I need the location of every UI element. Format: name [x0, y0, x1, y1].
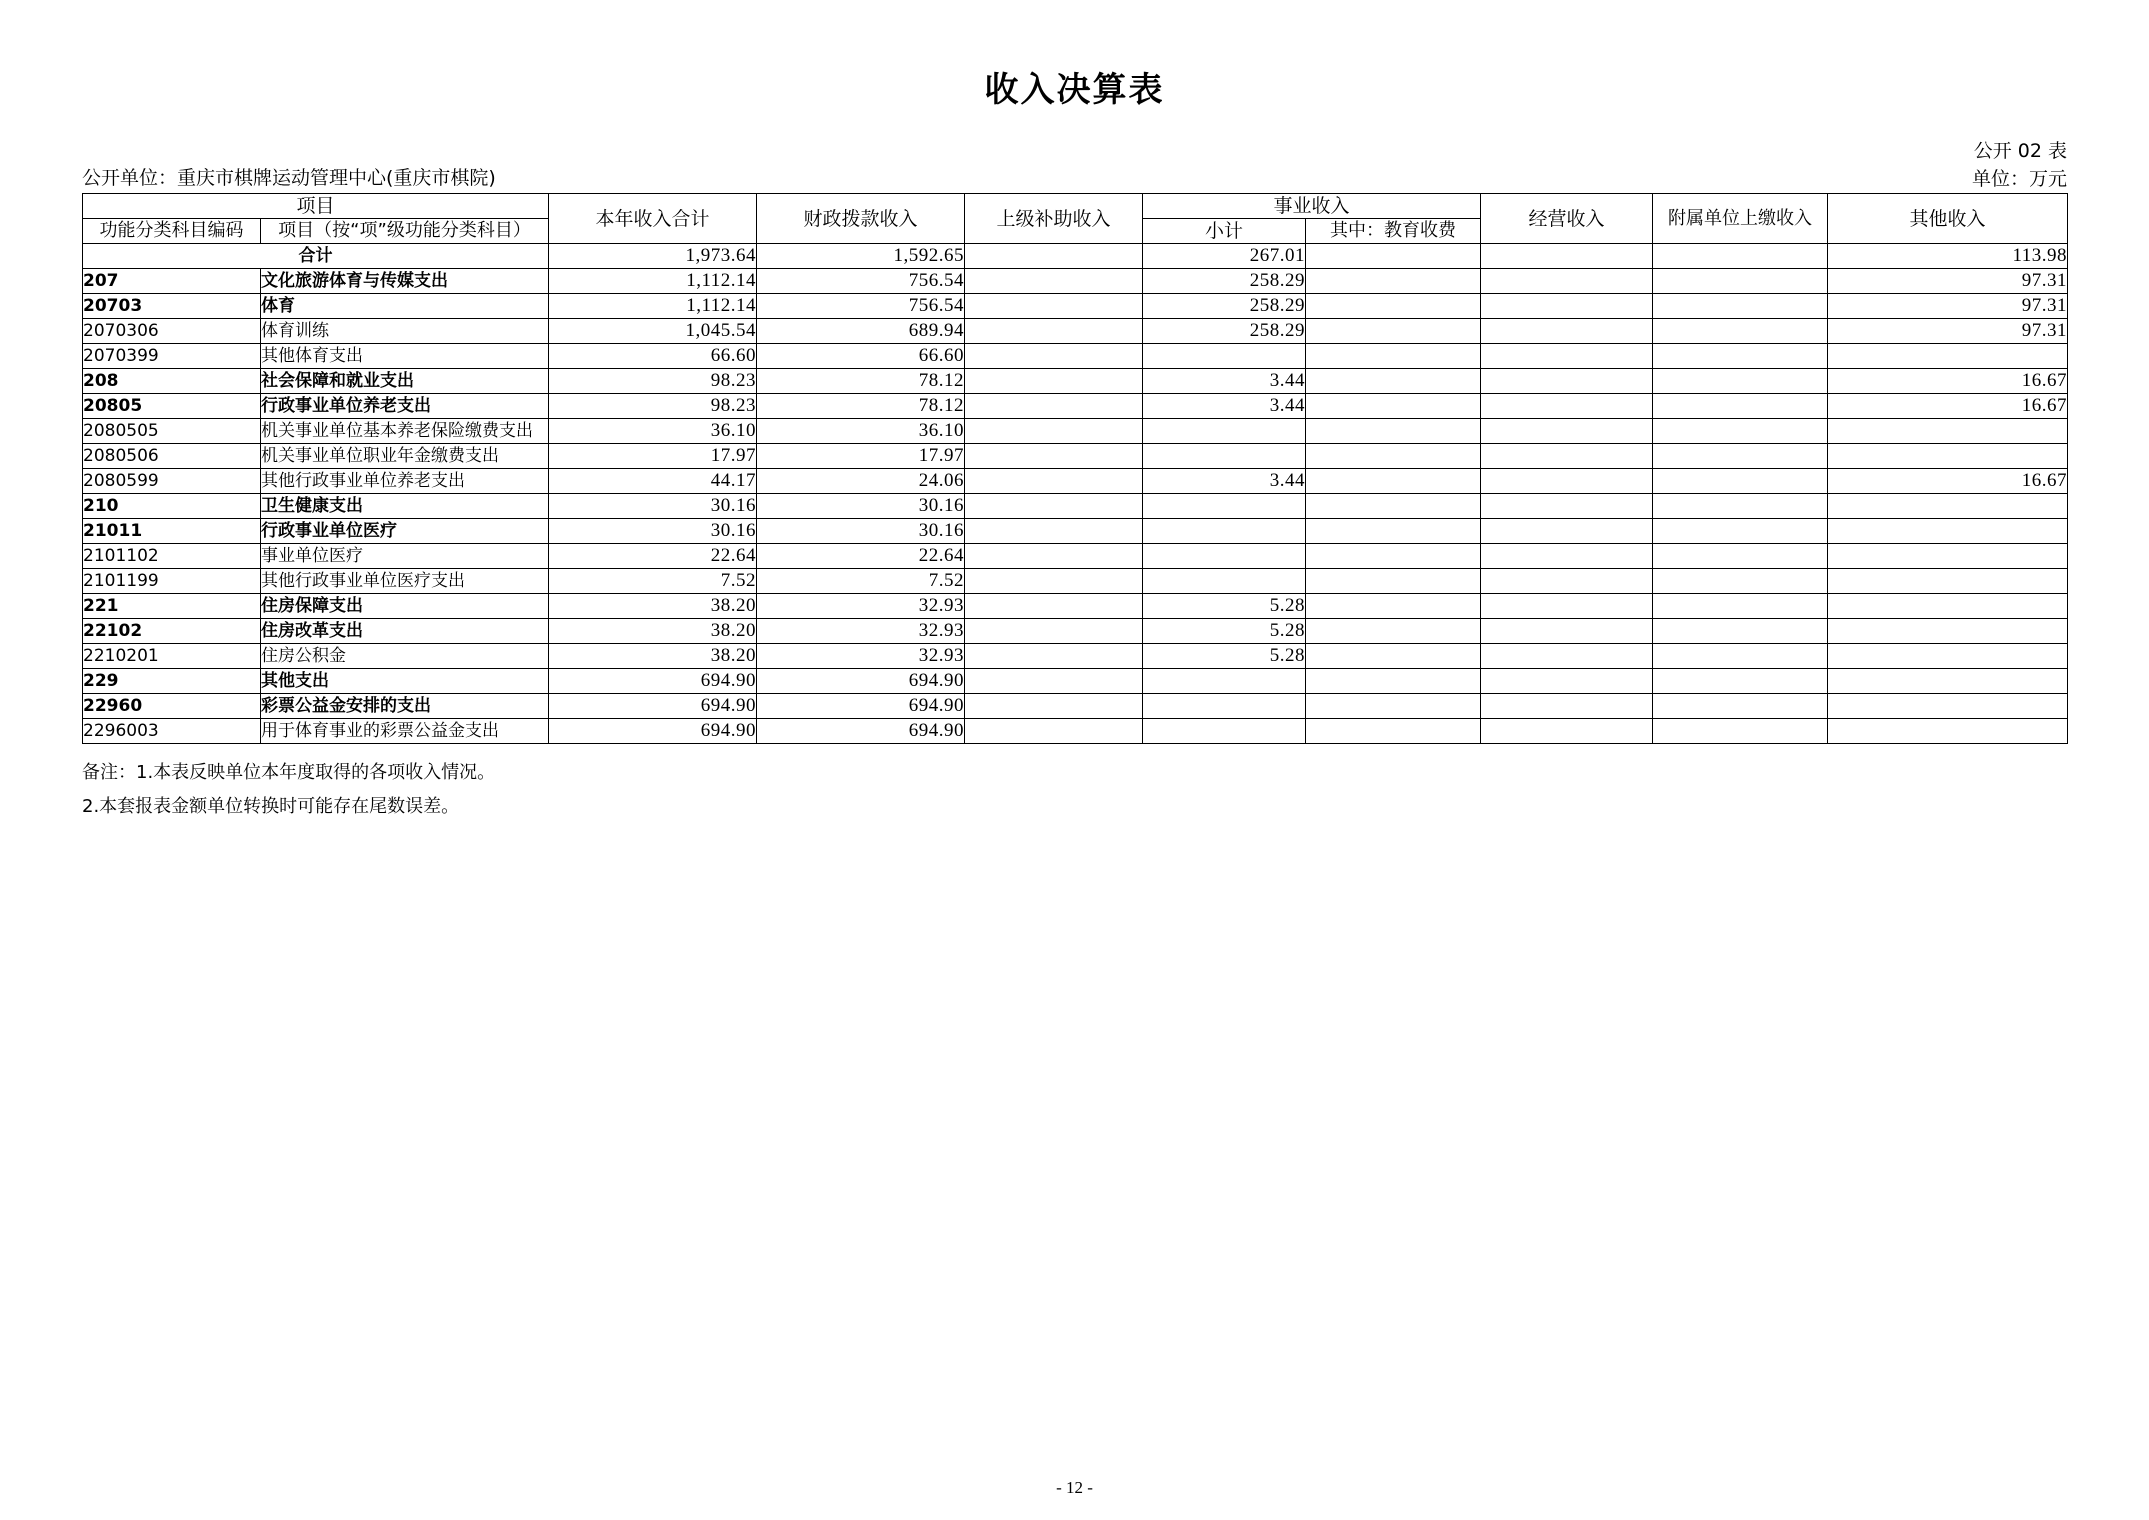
row-label: 机关事业单位基本养老保险缴费支出 — [261, 419, 549, 444]
row-fiscal-appropriation: 689.94 — [757, 319, 965, 344]
row-business-subtotal — [1143, 444, 1306, 469]
row-superior-subsidy — [965, 444, 1143, 469]
row-other-income: 113.98 — [1828, 244, 2068, 269]
row-business-education-fee — [1306, 644, 1481, 669]
row-business-education-fee — [1306, 294, 1481, 319]
row-operating-income — [1481, 394, 1653, 419]
row-fiscal-appropriation: 30.16 — [757, 494, 965, 519]
table-row — [83, 519, 2068, 544]
table-row — [83, 669, 2068, 694]
row-other-income — [1828, 669, 2068, 694]
row-function-code: 2080506 — [83, 444, 261, 469]
row-business-education-fee — [1306, 494, 1481, 519]
row-other-income: 97.31 — [1828, 319, 2068, 344]
row-business-subtotal — [1143, 569, 1306, 594]
row-label: 用于体育事业的彩票公益金支出 — [261, 719, 549, 744]
table-row — [83, 369, 2068, 394]
row-other-income — [1828, 344, 2068, 369]
row-year-total: 7.52 — [549, 569, 757, 594]
row-affiliated-unit-paid — [1653, 469, 1828, 494]
row-superior-subsidy — [965, 394, 1143, 419]
row-other-income — [1828, 644, 2068, 669]
row-superior-subsidy — [965, 469, 1143, 494]
table-row — [83, 444, 2068, 469]
row-label: 合计 — [83, 244, 549, 269]
row-superior-subsidy — [965, 619, 1143, 644]
row-superior-subsidy — [965, 569, 1143, 594]
row-other-income: 97.31 — [1828, 269, 2068, 294]
row-operating-income — [1481, 694, 1653, 719]
row-year-total: 98.23 — [549, 369, 757, 394]
header-other-income: 其他收入 — [1828, 194, 2068, 244]
row-superior-subsidy — [965, 544, 1143, 569]
row-label: 体育 — [261, 294, 549, 319]
row-affiliated-unit-paid — [1653, 544, 1828, 569]
table-row — [83, 619, 2068, 644]
row-business-subtotal — [1143, 519, 1306, 544]
row-function-code: 221 — [83, 594, 261, 619]
row-business-education-fee — [1306, 394, 1481, 419]
row-operating-income — [1481, 619, 1653, 644]
row-business-subtotal: 5.28 — [1143, 619, 1306, 644]
row-year-total: 694.90 — [549, 719, 757, 744]
row-function-code: 2101199 — [83, 569, 261, 594]
row-year-total: 66.60 — [549, 344, 757, 369]
header-business-subtotal: 小计 — [1143, 219, 1306, 244]
page-footer: - 12 - — [1056, 1478, 1093, 1497]
row-other-income — [1828, 494, 2068, 519]
row-operating-income — [1481, 419, 1653, 444]
row-affiliated-unit-paid — [1653, 669, 1828, 694]
table-row — [83, 719, 2068, 744]
row-other-income: 97.31 — [1828, 294, 2068, 319]
row-function-code: 2070306 — [83, 319, 261, 344]
row-business-subtotal — [1143, 344, 1306, 369]
table-header-row-1 — [83, 194, 2068, 219]
row-function-code: 22102 — [83, 619, 261, 644]
row-year-total: 36.10 — [549, 419, 757, 444]
table-row — [83, 244, 2068, 269]
row-fiscal-appropriation: 30.16 — [757, 519, 965, 544]
row-business-subtotal: 3.44 — [1143, 394, 1306, 419]
row-year-total: 17.97 — [549, 444, 757, 469]
row-superior-subsidy — [965, 644, 1143, 669]
row-affiliated-unit-paid — [1653, 344, 1828, 369]
row-affiliated-unit-paid — [1653, 719, 1828, 744]
row-label: 体育训练 — [261, 319, 549, 344]
row-affiliated-unit-paid — [1653, 419, 1828, 444]
row-label: 行政事业单位医疗 — [261, 519, 549, 544]
row-label: 文化旅游体育与传媒支出 — [261, 269, 549, 294]
table-notes — [82, 756, 2149, 824]
row-superior-subsidy — [965, 319, 1143, 344]
row-year-total: 38.20 — [549, 644, 757, 669]
row-business-education-fee — [1306, 369, 1481, 394]
row-affiliated-unit-paid — [1653, 694, 1828, 719]
table-body — [83, 244, 2068, 744]
row-business-subtotal: 258.29 — [1143, 319, 1306, 344]
unit-note: 单位：万元 — [1971, 168, 2067, 190]
row-superior-subsidy — [965, 244, 1143, 269]
row-business-education-fee — [1306, 319, 1481, 344]
row-label: 其他行政事业单位养老支出 — [261, 469, 549, 494]
row-year-total: 694.90 — [549, 694, 757, 719]
row-function-code: 21011 — [83, 519, 261, 544]
form-meta — [1972, 137, 2067, 193]
header-group-project: 项目 — [83, 194, 549, 219]
row-fiscal-appropriation: 694.90 — [757, 719, 965, 744]
table-row — [83, 494, 2068, 519]
row-year-total: 1,112.14 — [549, 294, 757, 319]
row-business-subtotal: 5.28 — [1143, 594, 1306, 619]
row-year-total: 38.20 — [549, 594, 757, 619]
row-operating-income — [1481, 544, 1653, 569]
row-label: 其他行政事业单位医疗支出 — [261, 569, 549, 594]
header-function-code: 功能分类科目编码 — [83, 219, 261, 244]
row-operating-income — [1481, 569, 1653, 594]
row-function-code: 229 — [83, 669, 261, 694]
row-year-total: 38.20 — [549, 619, 757, 644]
row-business-education-fee — [1306, 419, 1481, 444]
row-operating-income — [1481, 494, 1653, 519]
row-label: 其他体育支出 — [261, 344, 549, 369]
row-other-income: 16.67 — [1828, 469, 2068, 494]
row-function-code: 2070399 — [83, 344, 261, 369]
table-row — [83, 269, 2068, 294]
row-superior-subsidy — [965, 369, 1143, 394]
row-label: 社会保障和就业支出 — [261, 369, 549, 394]
row-affiliated-unit-paid — [1653, 594, 1828, 619]
row-label: 行政事业单位养老支出 — [261, 394, 549, 419]
publisher-label: 公开单位：重庆市棋牌运动管理中心(重庆市棋院) — [82, 167, 496, 189]
row-business-education-fee — [1306, 244, 1481, 269]
row-fiscal-appropriation: 32.93 — [757, 619, 965, 644]
row-operating-income — [1481, 519, 1653, 544]
header-operating-income: 经营收入 — [1481, 194, 1653, 244]
row-business-subtotal — [1143, 494, 1306, 519]
row-operating-income — [1481, 719, 1653, 744]
row-affiliated-unit-paid — [1653, 319, 1828, 344]
row-affiliated-unit-paid — [1653, 519, 1828, 544]
row-operating-income — [1481, 269, 1653, 294]
row-fiscal-appropriation: 78.12 — [757, 394, 965, 419]
row-year-total: 694.90 — [549, 669, 757, 694]
row-other-income — [1828, 619, 2068, 644]
row-superior-subsidy — [965, 419, 1143, 444]
row-affiliated-unit-paid — [1653, 394, 1828, 419]
row-superior-subsidy — [965, 294, 1143, 319]
row-fiscal-appropriation: 78.12 — [757, 369, 965, 394]
row-superior-subsidy — [965, 719, 1143, 744]
row-operating-income — [1481, 644, 1653, 669]
table-row — [83, 694, 2068, 719]
row-business-subtotal: 3.44 — [1143, 469, 1306, 494]
row-label: 机关事业单位职业年金缴费支出 — [261, 444, 549, 469]
row-business-subtotal: 258.29 — [1143, 269, 1306, 294]
row-other-income — [1828, 519, 2068, 544]
row-fiscal-appropriation: 32.93 — [757, 594, 965, 619]
row-business-education-fee — [1306, 519, 1481, 544]
row-function-code: 20805 — [83, 394, 261, 419]
row-other-income: 16.67 — [1828, 369, 2068, 394]
row-business-education-fee — [1306, 269, 1481, 294]
table-row — [83, 569, 2068, 594]
row-label: 住房保障支出 — [261, 594, 549, 619]
row-business-subtotal — [1143, 544, 1306, 569]
row-business-education-fee — [1306, 569, 1481, 594]
row-function-code: 210 — [83, 494, 261, 519]
row-affiliated-unit-paid — [1653, 644, 1828, 669]
row-operating-income — [1481, 444, 1653, 469]
row-label: 事业单位医疗 — [261, 544, 549, 569]
header-affiliated-unit-paid: 附属单位上缴收入 — [1653, 194, 1828, 244]
row-fiscal-appropriation: 1,592.65 — [757, 244, 965, 269]
row-business-subtotal — [1143, 669, 1306, 694]
table-row — [83, 294, 2068, 319]
row-superior-subsidy — [965, 269, 1143, 294]
row-superior-subsidy — [965, 669, 1143, 694]
row-other-income — [1828, 544, 2068, 569]
table-row — [83, 644, 2068, 669]
row-function-code: 2101102 — [83, 544, 261, 569]
row-year-total: 22.64 — [549, 544, 757, 569]
row-fiscal-appropriation: 22.64 — [757, 544, 965, 569]
row-operating-income — [1481, 244, 1653, 269]
row-affiliated-unit-paid — [1653, 494, 1828, 519]
row-year-total: 1,973.64 — [549, 244, 757, 269]
table-row — [83, 469, 2068, 494]
page-title: 收入决算表 — [984, 70, 1165, 110]
table-row — [83, 319, 2068, 344]
row-business-education-fee — [1306, 469, 1481, 494]
row-fiscal-appropriation: 694.90 — [757, 694, 965, 719]
header-year-total: 本年收入合计 — [549, 194, 757, 244]
row-affiliated-unit-paid — [1653, 294, 1828, 319]
table-row — [83, 394, 2068, 419]
row-superior-subsidy — [965, 594, 1143, 619]
row-function-code: 22960 — [83, 694, 261, 719]
form-number: 公开 02 表 — [1973, 140, 2067, 162]
row-affiliated-unit-paid — [1653, 444, 1828, 469]
row-function-code: 207 — [83, 269, 261, 294]
row-business-education-fee — [1306, 544, 1481, 569]
row-affiliated-unit-paid — [1653, 369, 1828, 394]
row-business-subtotal — [1143, 694, 1306, 719]
row-function-code: 2210201 — [83, 644, 261, 669]
header-superior-subsidy: 上级补助收入 — [965, 194, 1143, 244]
row-business-subtotal: 267.01 — [1143, 244, 1306, 269]
row-operating-income — [1481, 319, 1653, 344]
row-affiliated-unit-paid — [1653, 244, 1828, 269]
row-fiscal-appropriation: 694.90 — [757, 669, 965, 694]
row-label: 彩票公益金安排的支出 — [261, 694, 549, 719]
row-affiliated-unit-paid — [1653, 269, 1828, 294]
header-business-education-fee: 其中：教育收费 — [1306, 219, 1481, 244]
header-item-name: 项目（按“项”级功能分类科目） — [261, 219, 549, 244]
row-superior-subsidy — [965, 494, 1143, 519]
row-business-education-fee — [1306, 444, 1481, 469]
header-fiscal-appropriation: 财政拨款收入 — [757, 194, 965, 244]
row-fiscal-appropriation: 7.52 — [757, 569, 965, 594]
row-business-subtotal: 5.28 — [1143, 644, 1306, 669]
row-label: 住房改革支出 — [261, 619, 549, 644]
row-year-total: 44.17 — [549, 469, 757, 494]
row-fiscal-appropriation: 756.54 — [757, 294, 965, 319]
table-row — [83, 419, 2068, 444]
header-group-business-income: 事业收入 — [1143, 194, 1481, 219]
row-superior-subsidy — [965, 519, 1143, 544]
row-other-income — [1828, 569, 2068, 594]
row-label: 其他支出 — [261, 669, 549, 694]
row-operating-income — [1481, 369, 1653, 394]
row-operating-income — [1481, 294, 1653, 319]
row-business-education-fee — [1306, 669, 1481, 694]
row-other-income — [1828, 694, 2068, 719]
row-other-income — [1828, 444, 2068, 469]
row-year-total: 1,045.54 — [549, 319, 757, 344]
row-business-education-fee — [1306, 594, 1481, 619]
row-label: 卫生健康支出 — [261, 494, 549, 519]
row-business-subtotal: 3.44 — [1143, 369, 1306, 394]
row-operating-income — [1481, 469, 1653, 494]
document-meta — [0, 137, 2149, 193]
row-function-code: 2080599 — [83, 469, 261, 494]
row-year-total: 30.16 — [549, 519, 757, 544]
row-fiscal-appropriation: 66.60 — [757, 344, 965, 369]
row-other-income — [1828, 419, 2068, 444]
row-year-total: 30.16 — [549, 494, 757, 519]
note-line-2: 2.本套报表金额单位转换时可能存在尾数误差。 — [82, 796, 460, 817]
row-business-education-fee — [1306, 694, 1481, 719]
row-business-subtotal — [1143, 719, 1306, 744]
row-business-education-fee — [1306, 719, 1481, 744]
table-row — [83, 344, 2068, 369]
row-year-total: 98.23 — [549, 394, 757, 419]
row-operating-income — [1481, 344, 1653, 369]
row-operating-income — [1481, 594, 1653, 619]
row-business-education-fee — [1306, 344, 1481, 369]
row-business-subtotal: 258.29 — [1143, 294, 1306, 319]
row-fiscal-appropriation: 17.97 — [757, 444, 965, 469]
row-fiscal-appropriation: 36.10 — [757, 419, 965, 444]
row-business-education-fee — [1306, 619, 1481, 644]
row-other-income — [1828, 594, 2068, 619]
row-superior-subsidy — [965, 344, 1143, 369]
row-function-code: 2296003 — [83, 719, 261, 744]
table-row — [83, 544, 2068, 569]
row-label: 住房公积金 — [261, 644, 549, 669]
row-function-code: 208 — [83, 369, 261, 394]
row-affiliated-unit-paid — [1653, 619, 1828, 644]
row-fiscal-appropriation: 24.06 — [757, 469, 965, 494]
row-operating-income — [1481, 669, 1653, 694]
row-fiscal-appropriation: 756.54 — [757, 269, 965, 294]
row-function-code: 20703 — [83, 294, 261, 319]
row-affiliated-unit-paid — [1653, 569, 1828, 594]
table-row — [83, 594, 2068, 619]
row-business-subtotal — [1143, 419, 1306, 444]
row-year-total: 1,112.14 — [549, 269, 757, 294]
row-superior-subsidy — [965, 694, 1143, 719]
row-other-income — [1828, 719, 2068, 744]
note-line-1: 备注：1.本表反映单位本年度取得的各项收入情况。 — [82, 762, 496, 783]
row-function-code: 2080505 — [83, 419, 261, 444]
row-fiscal-appropriation: 32.93 — [757, 644, 965, 669]
income-final-accounts-table — [82, 193, 2068, 744]
row-other-income: 16.67 — [1828, 394, 2068, 419]
